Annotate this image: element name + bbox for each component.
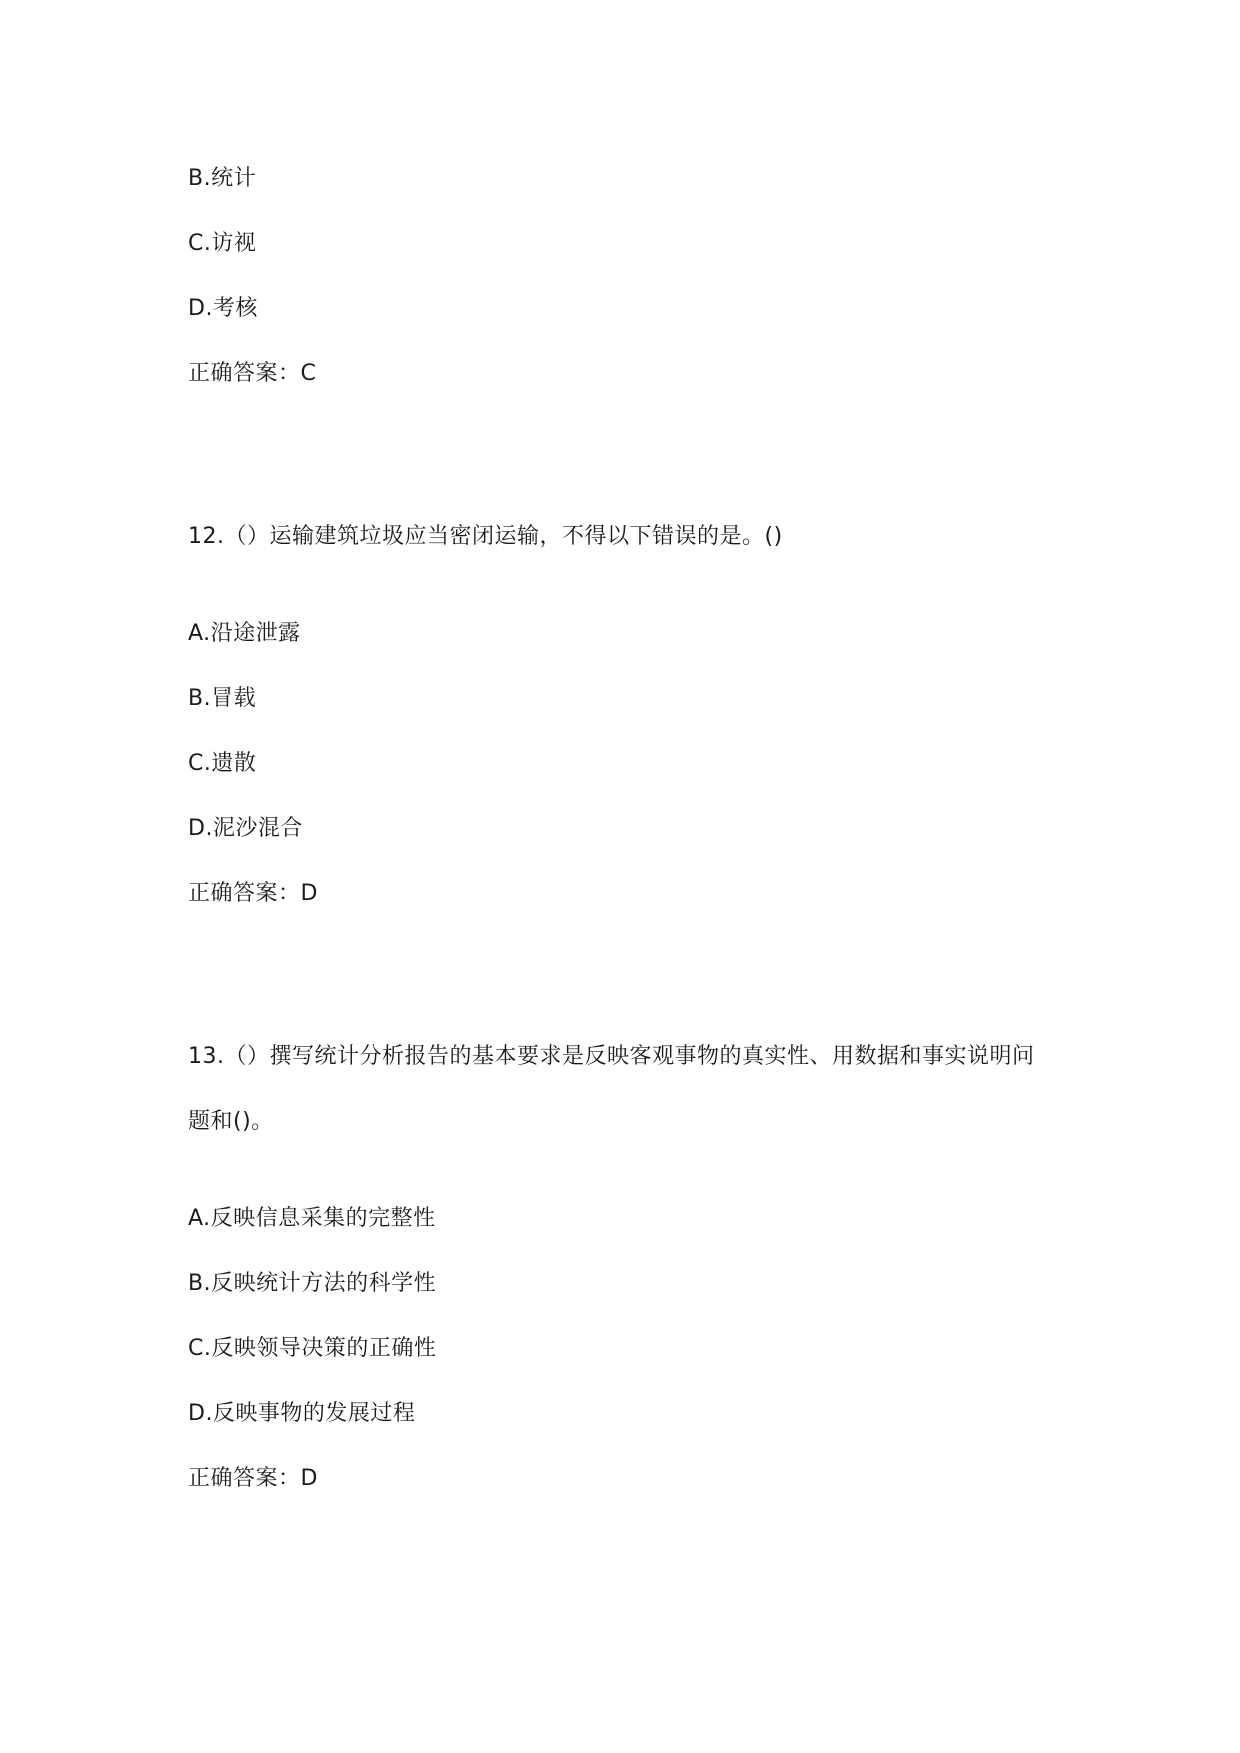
answer-line: 正确答案：C xyxy=(188,361,317,386)
option-a: A.反映信息采集的完整性 xyxy=(188,1206,436,1231)
option-a: A.沿途泄露 xyxy=(188,621,301,646)
answer-line: 正确答案：D xyxy=(188,1466,318,1491)
question-13-stem-line-2: 题和()。 xyxy=(188,1109,274,1134)
option-b: B.冒载 xyxy=(188,686,257,711)
option-d: D.考核 xyxy=(188,296,258,321)
question-13-stem-line-1: 13.（）撰写统计分析报告的基本要求是反映客观事物的真实性、用数据和事实说明问 xyxy=(188,1044,1035,1069)
question-12-stem: 12.（）运输建筑垃圾应当密闭运输，不得以下错误的是。() xyxy=(188,524,783,549)
option-c: C.访视 xyxy=(188,231,257,256)
option-c: C.反映领导决策的正确性 xyxy=(188,1336,437,1361)
answer-line: 正确答案：D xyxy=(188,881,318,906)
option-c: C.遗散 xyxy=(188,751,257,776)
option-d: D.反映事物的发展过程 xyxy=(188,1401,416,1426)
option-d: D.泥沙混合 xyxy=(188,816,303,841)
option-b: B.统计 xyxy=(188,166,257,191)
option-b: B.反映统计方法的科学性 xyxy=(188,1271,437,1296)
